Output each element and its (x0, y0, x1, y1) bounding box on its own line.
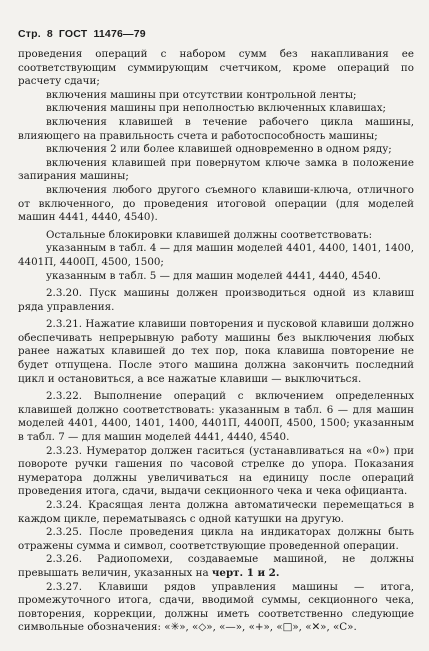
page-header (18, 28, 152, 40)
standard-name: ГОСТ (58, 28, 88, 40)
clause-2-3-22: 2.3.22. Выполнение операций с включением определенных клавишей должно соответствовать: указанным в табл. 6 — для машин моделей 4401, 4400, 1401, 1400, 4401П, 4400П, 4500, 1500; указанным в табл. 7 — для машин моделей 4441, 4440, 4540. (18, 390, 414, 444)
clause-2-3-27: 2.3.27. Клавиши рядов управления машины — итога, промежуточного итога, сдачи, вводимой суммы, секционного чека, повторения, коррекции, должны иметь соответственно следующие символьные обозначения: «✳», «◇», «—», «+», «□», «✕», «С». (18, 580, 414, 634)
list-item: указанным в табл. 5 — для машин моделей 4441, 4440, 4540. (46, 269, 381, 282)
list-item: включения клавишей при повернутом ключе замка в положение запирания машины; (18, 156, 414, 183)
page-number: 8 (46, 28, 53, 40)
clause-2-3-23: 2.3.23. Нумератор должен гаситься (устанавливаться на «0») при повороте ручки гашения по часовой стрелке до упора. Показания нумератора должны увеличиваться на единицу после операций проведения итога, сдачи, выдачи секционного чека и чека официанта. (18, 444, 414, 498)
clause-2-3-20: 2.3.20. Пуск машины должен производиться одной из клавиш ряда управления. (18, 287, 414, 313)
list-item: включения любого другого съемного клавиши-ключа, отличного от включенного, до проведения итоговой операции (для моделей машин 4441, 4440, 4540). (18, 183, 414, 224)
paragraph: проведения операций с набором сумм без накапливания ее соответствующим суммирующим счетчиком, кроме операций по расчету сдачи; (18, 48, 414, 88)
list-item: включения машины при отсутствии контрольной ленты; (46, 88, 357, 101)
clause-2-3-25: 2.3.25. После проведения цикла на индикаторах должны быть отражены сумма и символ, соответствующие проведенной операции. (18, 526, 414, 552)
page-label: Стр. (18, 28, 41, 40)
list-item: включения 2 или более клавишей одновременно в одном ряду; (46, 143, 392, 156)
document-body (18, 48, 414, 635)
list-item: включения машины при неполностью включенных клавишах; (46, 102, 386, 115)
list-item: указанным в табл. 4 — для машин моделей 4401, 4400, 1401, 1400, 4401П, 4400П, 4500, 1500; (18, 242, 414, 268)
list-item: включения клавишей в течение рабочего цикла машины, влияющего на правильность счета и работоспособность машины; (18, 115, 414, 142)
standard-number: 11476—79 (93, 28, 146, 40)
clause-2-3-26-text: 2.3.26. Радиопомехи, создаваемые машиной, не должны превышать величин, указанных на (18, 553, 414, 579)
paragraph: Остальные блокировки клавишей должны соответствовать: (46, 228, 373, 241)
clause-2-3-21: 2.3.21. Нажатие клавиши повторения и пусковой клавиши должно обеспечивать непрерывную работу машины без выключения любых ранее нажатых клавишей до тех пор, пока клавиша повторение не будет отпущена. После этого машина должна закончить последний цикл и остановиться, а все нажатые клавиши — выключиться. (18, 318, 414, 385)
figure-reference: черт. 1 и 2. (211, 566, 280, 579)
clause-2-3-26 (18, 553, 414, 580)
clause-2-3-24: 2.3.24. Красящая лента должна автоматически перемещаться в каждом цикле, перематываясь с одной катушки на другую. (18, 499, 414, 525)
